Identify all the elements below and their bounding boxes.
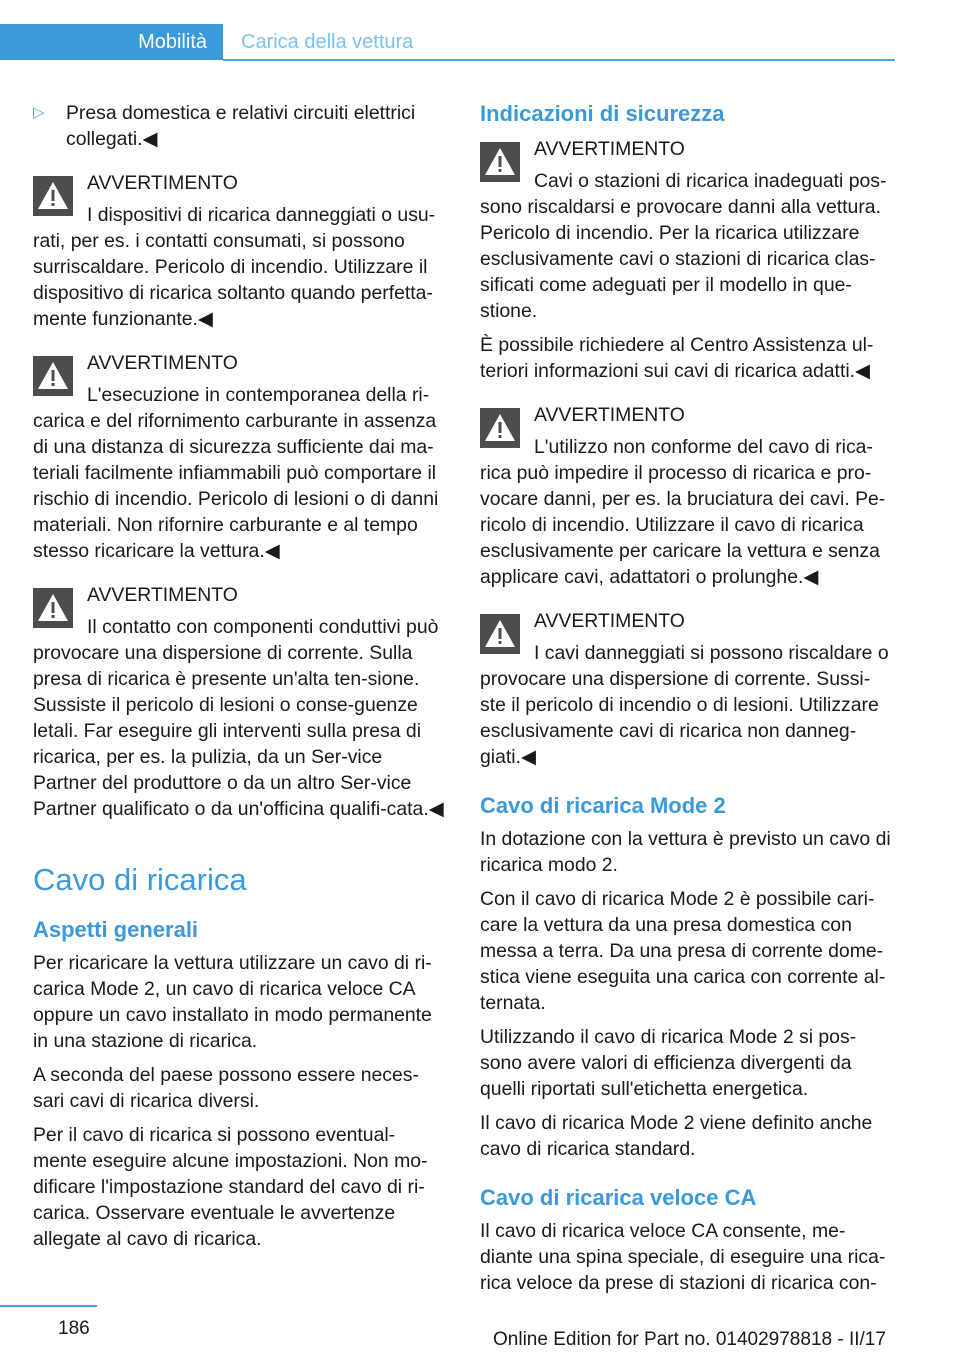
warning-text: I cavi danneggiati si possono riscaldare o provocare una dispersione di corrente. Sussi‐ste il pericolo di incendio o di lesioni. Utilizzare esclusivamente cavi di ricarica non danneg‐giati.◀ [480, 642, 889, 768]
left-column [33, 100, 447, 1260]
page-number: 186 [58, 1318, 90, 1339]
warning-title: AVVERTIMENTO [87, 584, 238, 606]
paragraph: In dotazione con la vettura è previsto un cavo di ricarica modo 2. [480, 828, 891, 876]
warning-triangle-icon [33, 356, 73, 396]
right-column [480, 100, 895, 1304]
triangle-bullet-icon: ▷ [33, 104, 45, 121]
paragraph: Con il cavo di ricarica Mode 2 è possibile cari‐care la vettura da una presa domestica con messa a terra. Da una presa di corrente dome‐stica viene eseguita una carica con corrente al‐ternata. [480, 888, 886, 1014]
warning-block [33, 350, 447, 564]
warning-block [33, 170, 447, 332]
section-heading: Cavo di ricarica [33, 862, 247, 897]
warning-title: AVVERTIMENTO [534, 404, 685, 426]
warning-title: AVVERTIMENTO [534, 138, 685, 160]
paragraph: Per il cavo di ricarica si possono eventual‐mente eseguire alcune impostazioni. Non mo‐dificare l'impostazione standard del cavo di ri‐carica. Osservare eventuale le avvertenze allegate al cavo di ricarica. [33, 1124, 428, 1250]
footer-divider [0, 1305, 97, 1307]
edition-note: Online Edition for Part no. 01402978818 - II/17 [493, 1329, 886, 1350]
paragraph: A seconda del paese possono essere neces‐sari cavi di ricarica diversi. [33, 1064, 419, 1112]
subsection-heading: Aspetti generali [33, 917, 199, 942]
header-section-tab [0, 24, 223, 60]
bullet-text: Presa domestica e relativi circuiti elettrici collegati.◀ [66, 102, 416, 150]
warning-block [480, 402, 895, 590]
warning-triangle-icon [480, 614, 520, 654]
warning-text: I dispositivi di ricarica danneggiati o usu‐rati, per es. i contatti consumati, si possono surriscaldare. Pericolo di incendio. Utilizzare il dispositivo di ricarica soltanto quando perfetta‐mente funzionante.◀ [33, 204, 436, 330]
warning-triangle-icon [33, 588, 73, 628]
warning-title: AVVERTIMENTO [87, 172, 238, 194]
warning-text: Cavi o stazioni di ricarica inadeguati pos‐sono riscaldarsi e provocare danni alla vettura. Pericolo di incendio. Per la ricarica utilizzare esclusivamente cavi o stazioni di ricarica clas‐sificati come adeguati per il modello in que‐stione. [480, 170, 887, 322]
warning-triangle-icon [480, 142, 520, 182]
paragraph: Per ricaricare la vettura utilizzare un cavo di ri‐carica Mode 2, un cavo di ricarica veloce CA oppure un cavo installato in modo permanente in una stazione di ricarica. [33, 952, 432, 1052]
header-section-label: Mobilità [138, 31, 207, 53]
subsection-heading: Cavo di ricarica veloce CA [480, 1185, 757, 1210]
warning-title: AVVERTIMENTO [87, 352, 238, 374]
warning-text: L'esecuzione in contemporanea della ri‐carica e del rifornimento carburante in assenza di una distanza di sicurezza sufficiente dai ma‐teriali facilmente infiammabili può comportare il rischio di incendio. Pericolo di lesioni o di danni materiali. Non rifornire carburante e al tempo stesso ricaricare la vettura.◀ [33, 384, 439, 562]
header-divider [223, 59, 895, 61]
subsection-heading: Cavo di ricarica Mode 2 [480, 793, 726, 818]
paragraph: Il cavo di ricarica Mode 2 viene definito anche cavo di ricarica standard. [480, 1112, 873, 1160]
header-chapter-label: Carica della vettura [241, 31, 414, 53]
warning-text: Il contatto con componenti conduttivi può provocare una dispersione di corrente. Sulla presa di ricarica è presente un'alta ten‐sione. Sussiste il pericolo di lesioni o conse‐guenze letali. Far eseguire gli interventi sulla presa di ricarica, per es. la pulizia, da un Ser‐vice Partner del produttore o da un altro Ser‐vice Partner qualificato o da un'officina qualifi‐cata.◀ [33, 616, 444, 820]
warning-block [33, 582, 447, 822]
warning-title: AVVERTIMENTO [534, 610, 685, 632]
warning-triangle-icon [33, 176, 73, 216]
paragraph: Il cavo di ricarica veloce CA consente, me‐diante una spina speciale, di eseguire una rica‐rica veloce da prese di stazioni di ricarica con‐ [480, 1220, 886, 1294]
warning-text: L'utilizzo non conforme del cavo di rica‐rica può impedire il processo di ricarica e pro‐vocare danni, per es. la bruciatura dei cavi. Pe‐ricolo di incendio. Utilizzare il cavo di ricarica esclusivamente per caricare la vettura e senza applicare cavi, adattatori o prolunghe.◀ [480, 436, 886, 588]
warning-block [480, 608, 895, 770]
list-item [33, 100, 447, 152]
warning-block [480, 136, 895, 384]
paragraph: Utilizzando il cavo di ricarica Mode 2 si pos‐sono avere valori di efficienza divergenti da quelli riportati sull'etichetta energetica. [480, 1026, 857, 1100]
warning-extra-text: È possibile richiedere al Centro Assistenza ul‐teriori informazioni sui cavi di ricarica adatti.◀ [480, 334, 874, 382]
warning-triangle-icon [480, 408, 520, 448]
subsection-heading: Indicazioni di sicurezza [480, 101, 725, 126]
